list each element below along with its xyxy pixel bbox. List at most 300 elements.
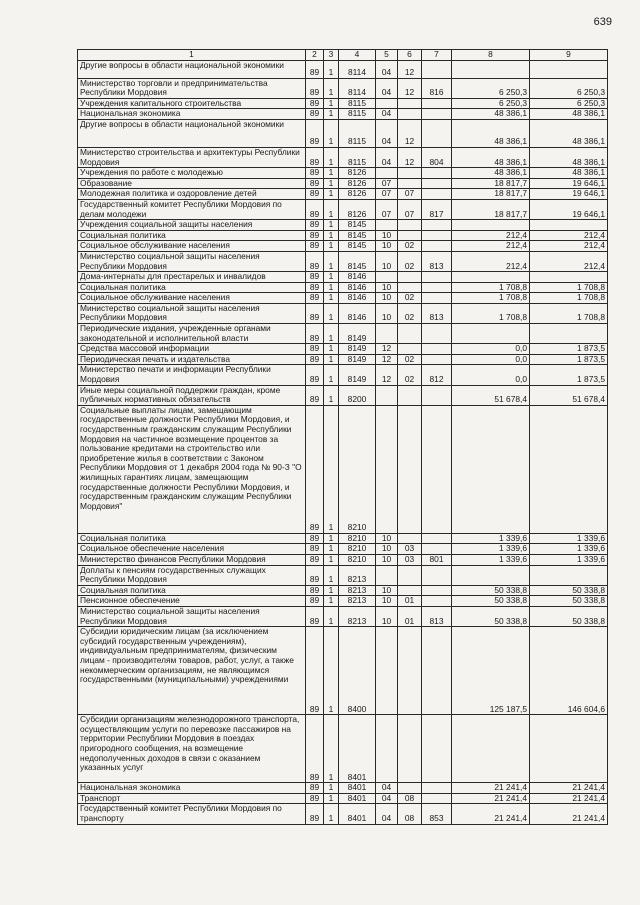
row-code-5 <box>376 405 398 533</box>
row-code-4: 8149 <box>339 344 376 355</box>
row-code-7 <box>422 544 452 555</box>
row-name: Министерство социальной защиты населения Республики Мордовия <box>78 251 306 271</box>
row-code-4: 8401 <box>339 783 376 794</box>
row-amount-8: 1 339,6 <box>452 544 530 555</box>
row-amount-9: 50 338,8 <box>530 585 608 596</box>
table-row <box>78 793 608 804</box>
row-name: Субсидии юридическим лицам (за исключением субсидий государственным учреждениям), индивидуальным предпринимателям, физическим лицам - производителям товаров, работ, услуг, а также некоммерческим организациям, не являющимся государственными (муниципальными) учреждениями <box>78 627 306 715</box>
row-amount-8: 51 678,4 <box>452 385 530 405</box>
row-code-2: 89 <box>306 354 324 365</box>
row-code-2: 89 <box>306 324 324 344</box>
row-code-4: 8401 <box>339 793 376 804</box>
row-amount-8 <box>452 565 530 585</box>
row-code-7 <box>422 98 452 109</box>
row-amount-9: 6 250,3 <box>530 98 608 109</box>
row-amount-9: 21 241,4 <box>530 804 608 824</box>
table-row <box>78 178 608 189</box>
row-code-5: 10 <box>376 293 398 304</box>
table-row <box>78 715 608 783</box>
row-amount-8: 0,0 <box>452 354 530 365</box>
row-amount-9: 48 386,1 <box>530 119 608 147</box>
header-col-7: 7 <box>422 50 452 61</box>
row-code-6: 02 <box>398 365 422 385</box>
row-amount-8: 212,4 <box>452 251 530 271</box>
row-name: Социальная политика <box>78 533 306 544</box>
row-code-2: 89 <box>306 189 324 200</box>
budget-table <box>77 49 608 825</box>
row-code-5 <box>376 565 398 585</box>
row-amount-8: 212,4 <box>452 230 530 241</box>
row-name: Транспорт <box>78 793 306 804</box>
row-code-6: 12 <box>398 78 422 98</box>
table-row <box>78 147 608 167</box>
row-amount-8: 21 241,4 <box>452 804 530 824</box>
table-row <box>78 293 608 304</box>
row-code-4: 8149 <box>339 365 376 385</box>
row-name: Периодическая печать и издательства <box>78 354 306 365</box>
row-amount-8: 18 817,7 <box>452 178 530 189</box>
row-name: Социальная политика <box>78 282 306 293</box>
row-name: Национальная экономика <box>78 783 306 794</box>
row-name: Периодические издания, учрежденные органами законодательной и исполнительной власти <box>78 324 306 344</box>
row-code-2: 89 <box>306 109 324 120</box>
row-code-5: 12 <box>376 365 398 385</box>
row-code-3: 1 <box>324 147 339 167</box>
row-code-5 <box>376 168 398 179</box>
row-code-2: 89 <box>306 282 324 293</box>
row-amount-9: 1 873,5 <box>530 354 608 365</box>
row-code-6: 12 <box>398 119 422 147</box>
row-code-3: 1 <box>324 78 339 98</box>
row-code-2: 89 <box>306 585 324 596</box>
row-code-3: 1 <box>324 715 339 783</box>
row-amount-8: 0,0 <box>452 344 530 355</box>
row-code-2: 89 <box>306 533 324 544</box>
row-code-7 <box>422 220 452 231</box>
row-code-6 <box>398 585 422 596</box>
row-code-6: 02 <box>398 354 422 365</box>
row-code-5: 04 <box>376 78 398 98</box>
row-code-7 <box>422 627 452 715</box>
row-code-2: 89 <box>306 199 324 219</box>
row-code-3: 1 <box>324 354 339 365</box>
row-code-6 <box>398 109 422 120</box>
table-row <box>78 282 608 293</box>
row-code-3: 1 <box>324 293 339 304</box>
row-code-4: 8149 <box>339 354 376 365</box>
table-row <box>78 230 608 241</box>
table-row <box>78 168 608 179</box>
row-amount-8 <box>452 715 530 783</box>
row-code-3: 1 <box>324 199 339 219</box>
row-code-2: 89 <box>306 565 324 585</box>
row-code-4: 8145 <box>339 251 376 271</box>
row-code-6: 07 <box>398 199 422 219</box>
row-code-7 <box>422 241 452 252</box>
row-code-6 <box>398 230 422 241</box>
row-code-6 <box>398 282 422 293</box>
row-code-6: 02 <box>398 293 422 304</box>
row-code-6: 02 <box>398 251 422 271</box>
row-code-5 <box>376 715 398 783</box>
table-row <box>78 365 608 385</box>
table-row <box>78 241 608 252</box>
row-amount-9: 1 873,5 <box>530 344 608 355</box>
row-code-7 <box>422 565 452 585</box>
table-row <box>78 199 608 219</box>
table-row <box>78 109 608 120</box>
row-code-2: 89 <box>306 168 324 179</box>
row-amount-9 <box>530 715 608 783</box>
row-code-7 <box>422 344 452 355</box>
row-code-5: 10 <box>376 230 398 241</box>
row-amount-8: 212,4 <box>452 241 530 252</box>
row-code-6 <box>398 627 422 715</box>
row-code-6: 08 <box>398 804 422 824</box>
row-amount-9: 21 241,4 <box>530 783 608 794</box>
row-code-6: 12 <box>398 60 422 78</box>
row-code-5: 07 <box>376 178 398 189</box>
row-amount-8: 1 708,8 <box>452 293 530 304</box>
row-code-7 <box>422 168 452 179</box>
row-code-7 <box>422 354 452 365</box>
row-name: Социальные выплаты лицам, замещающим государственные должности Республики Мордовия, и государственным гражданским служащим Республики Мордовия на частичное возмещение процентов за пользование кредитами на строительство или приобретение жилья в соответствии с Законом Республики Мордовия от 1 декабря 2004 года № 90-З "О жилищных гарантиях лицам, замещающим государственные должности Республики Мордовия, и государственным гражданским служащим Республики Мордовия" <box>78 405 306 533</box>
row-code-2: 89 <box>306 60 324 78</box>
table-row <box>78 783 608 794</box>
row-amount-8: 18 817,7 <box>452 189 530 200</box>
row-code-5: 10 <box>376 544 398 555</box>
row-code-2: 89 <box>306 220 324 231</box>
row-code-2: 89 <box>306 783 324 794</box>
row-name: Пенсионное обеспечение <box>78 596 306 607</box>
row-code-4: 8126 <box>339 168 376 179</box>
row-name: Учреждения социальной защиты населения <box>78 220 306 231</box>
row-code-2: 89 <box>306 627 324 715</box>
header-col-4: 4 <box>339 50 376 61</box>
row-code-7 <box>422 793 452 804</box>
header-col-9: 9 <box>530 50 608 61</box>
row-amount-8 <box>452 220 530 231</box>
row-code-3: 1 <box>324 178 339 189</box>
row-code-5: 04 <box>376 109 398 120</box>
row-amount-8: 50 338,8 <box>452 606 530 626</box>
row-code-4: 8126 <box>339 189 376 200</box>
row-amount-9: 19 646,1 <box>530 189 608 200</box>
table-row <box>78 189 608 200</box>
row-code-3: 1 <box>324 168 339 179</box>
row-name: Молодежная политика и оздоровление детей <box>78 189 306 200</box>
row-code-7 <box>422 178 452 189</box>
row-amount-9: 1 339,6 <box>530 555 608 566</box>
row-code-3: 1 <box>324 585 339 596</box>
row-code-2: 89 <box>306 293 324 304</box>
table-row <box>78 119 608 147</box>
row-code-6 <box>398 168 422 179</box>
row-amount-9 <box>530 324 608 344</box>
table-row <box>78 627 608 715</box>
row-code-6 <box>398 533 422 544</box>
row-amount-8: 21 241,4 <box>452 783 530 794</box>
row-code-4: 8115 <box>339 119 376 147</box>
row-code-5: 12 <box>376 344 398 355</box>
row-amount-8: 6 250,3 <box>452 78 530 98</box>
table-row <box>78 533 608 544</box>
row-code-4: 8210 <box>339 544 376 555</box>
row-code-3: 1 <box>324 251 339 271</box>
row-code-6 <box>398 98 422 109</box>
row-code-6: 01 <box>398 606 422 626</box>
row-code-3: 1 <box>324 555 339 566</box>
row-code-2: 89 <box>306 147 324 167</box>
row-code-2: 89 <box>306 251 324 271</box>
row-code-2: 89 <box>306 303 324 323</box>
row-code-4: 8213 <box>339 606 376 626</box>
table-row <box>78 272 608 283</box>
row-code-3: 1 <box>324 405 339 533</box>
row-name: Министерство социальной защиты населения Республики Мордовия <box>78 303 306 323</box>
row-code-3: 1 <box>324 60 339 78</box>
row-code-6: 08 <box>398 793 422 804</box>
row-code-6 <box>398 783 422 794</box>
row-code-3: 1 <box>324 272 339 283</box>
row-code-7: 813 <box>422 251 452 271</box>
row-code-6 <box>398 178 422 189</box>
row-amount-9: 1 708,8 <box>530 303 608 323</box>
row-code-5: 07 <box>376 189 398 200</box>
row-amount-9: 1 339,6 <box>530 544 608 555</box>
table-row <box>78 251 608 271</box>
row-code-4: 8400 <box>339 627 376 715</box>
row-code-7 <box>422 109 452 120</box>
row-name: Субсидии организациям железнодорожного транспорта, осуществляющим услуги по перевозке пассажиров на территории Республики Мордовия в поездах пригородного сообщения, на возмещение недополученных доходов в связи с оказанием указанных услуг <box>78 715 306 783</box>
row-amount-8: 48 386,1 <box>452 147 530 167</box>
row-code-5: 12 <box>376 354 398 365</box>
row-code-4: 8145 <box>339 230 376 241</box>
row-name: Другие вопросы в области национальной экономики <box>78 119 306 147</box>
row-code-4: 8210 <box>339 405 376 533</box>
row-code-2: 89 <box>306 344 324 355</box>
row-code-2: 89 <box>306 606 324 626</box>
row-code-7: 817 <box>422 199 452 219</box>
row-amount-8: 6 250,3 <box>452 98 530 109</box>
row-amount-9: 21 241,4 <box>530 793 608 804</box>
row-code-2: 89 <box>306 119 324 147</box>
row-amount-9 <box>530 220 608 231</box>
row-code-7 <box>422 119 452 147</box>
row-name: Другие вопросы в области национальной экономики <box>78 60 306 78</box>
row-code-7 <box>422 60 452 78</box>
row-code-2: 89 <box>306 544 324 555</box>
row-code-5: 04 <box>376 783 398 794</box>
row-amount-9 <box>530 405 608 533</box>
row-name: Социальная политика <box>78 585 306 596</box>
row-code-2: 89 <box>306 241 324 252</box>
row-amount-9: 1 708,8 <box>530 282 608 293</box>
row-code-3: 1 <box>324 544 339 555</box>
row-code-7: 812 <box>422 365 452 385</box>
row-code-6 <box>398 344 422 355</box>
row-code-3: 1 <box>324 804 339 824</box>
table-row <box>78 804 608 824</box>
row-code-7: 813 <box>422 606 452 626</box>
row-name: Образование <box>78 178 306 189</box>
row-code-4: 8114 <box>339 78 376 98</box>
table-row <box>78 606 608 626</box>
row-code-7: 853 <box>422 804 452 824</box>
row-code-6: 07 <box>398 189 422 200</box>
row-amount-8 <box>452 272 530 283</box>
row-code-3: 1 <box>324 324 339 344</box>
header-col-3: 3 <box>324 50 339 61</box>
row-code-7 <box>422 293 452 304</box>
row-code-6: 01 <box>398 596 422 607</box>
table-header-row <box>78 50 608 61</box>
row-code-5: 10 <box>376 282 398 293</box>
row-code-3: 1 <box>324 627 339 715</box>
row-code-5: 04 <box>376 60 398 78</box>
row-code-3: 1 <box>324 385 339 405</box>
table-row <box>78 220 608 231</box>
header-col-8: 8 <box>452 50 530 61</box>
header-col-5: 5 <box>376 50 398 61</box>
row-code-4: 8213 <box>339 596 376 607</box>
row-code-7 <box>422 385 452 405</box>
row-name: Министерство торговли и предпринимательства Республики Мордовия <box>78 78 306 98</box>
row-code-7: 801 <box>422 555 452 566</box>
row-code-4: 8114 <box>339 60 376 78</box>
page-number: 639 <box>593 16 612 28</box>
header-col-6: 6 <box>398 50 422 61</box>
row-amount-9: 1 339,6 <box>530 533 608 544</box>
row-code-5: 10 <box>376 596 398 607</box>
row-code-3: 1 <box>324 365 339 385</box>
table-row <box>78 354 608 365</box>
row-code-7 <box>422 282 452 293</box>
row-amount-8 <box>452 60 530 78</box>
row-code-7 <box>422 405 452 533</box>
row-name: Социальное обеспечение населения <box>78 544 306 555</box>
row-amount-8: 50 338,8 <box>452 585 530 596</box>
table-row <box>78 78 608 98</box>
row-name: Министерство социальной защиты населения Республики Мордовия <box>78 606 306 626</box>
row-code-6 <box>398 385 422 405</box>
row-amount-9: 146 604,6 <box>530 627 608 715</box>
row-code-5 <box>376 324 398 344</box>
row-code-4: 8401 <box>339 804 376 824</box>
row-code-6 <box>398 565 422 585</box>
row-code-2: 89 <box>306 793 324 804</box>
row-name: Государственный комитет Республики Мордовия по делам молодежи <box>78 199 306 219</box>
header-col-2: 2 <box>306 50 324 61</box>
table-row <box>78 60 608 78</box>
row-amount-9: 1 708,8 <box>530 293 608 304</box>
row-code-7: 804 <box>422 147 452 167</box>
row-code-4: 8149 <box>339 324 376 344</box>
row-code-2: 89 <box>306 804 324 824</box>
table-row <box>78 385 608 405</box>
row-code-2: 89 <box>306 78 324 98</box>
row-name: Иные меры социальной поддержки граждан, кроме публичных нормативных обязательств <box>78 385 306 405</box>
row-code-2: 89 <box>306 555 324 566</box>
row-amount-8: 21 241,4 <box>452 793 530 804</box>
row-code-3: 1 <box>324 606 339 626</box>
row-code-6: 03 <box>398 555 422 566</box>
row-code-3: 1 <box>324 230 339 241</box>
row-amount-9: 212,4 <box>530 251 608 271</box>
row-code-5: 04 <box>376 119 398 147</box>
row-code-4: 8146 <box>339 282 376 293</box>
row-code-5: 04 <box>376 793 398 804</box>
table-row <box>78 596 608 607</box>
row-code-5 <box>376 385 398 405</box>
row-code-4: 8146 <box>339 272 376 283</box>
row-amount-8 <box>452 324 530 344</box>
row-amount-9: 1 873,5 <box>530 365 608 385</box>
row-code-7 <box>422 272 452 283</box>
table-row <box>78 303 608 323</box>
row-code-6 <box>398 220 422 231</box>
row-amount-8: 48 386,1 <box>452 119 530 147</box>
row-code-6 <box>398 405 422 533</box>
row-code-2: 89 <box>306 596 324 607</box>
row-code-6: 02 <box>398 303 422 323</box>
header-col-1: 1 <box>78 50 306 61</box>
row-amount-8: 50 338,8 <box>452 596 530 607</box>
row-code-2: 89 <box>306 715 324 783</box>
row-code-2: 89 <box>306 230 324 241</box>
row-amount-9: 48 386,1 <box>530 168 608 179</box>
row-amount-9: 19 646,1 <box>530 178 608 189</box>
row-code-3: 1 <box>324 109 339 120</box>
row-code-5 <box>376 272 398 283</box>
row-amount-8: 125 187,5 <box>452 627 530 715</box>
row-amount-9: 51 678,4 <box>530 385 608 405</box>
row-code-4: 8115 <box>339 98 376 109</box>
row-code-4: 8115 <box>339 147 376 167</box>
row-code-3: 1 <box>324 220 339 231</box>
row-code-3: 1 <box>324 783 339 794</box>
row-amount-8: 1 708,8 <box>452 282 530 293</box>
row-code-4: 8115 <box>339 109 376 120</box>
row-amount-9: 48 386,1 <box>530 147 608 167</box>
row-amount-8: 0,0 <box>452 365 530 385</box>
table-body <box>78 60 608 824</box>
row-code-7: 816 <box>422 78 452 98</box>
row-code-3: 1 <box>324 241 339 252</box>
row-name: Дома-интернаты для престарелых и инвалидов <box>78 272 306 283</box>
row-amount-9: 50 338,8 <box>530 606 608 626</box>
row-code-5: 07 <box>376 199 398 219</box>
table-row <box>78 324 608 344</box>
row-name: Национальная экономика <box>78 109 306 120</box>
row-amount-9: 48 386,1 <box>530 109 608 120</box>
row-name: Учреждения капитального строительства <box>78 98 306 109</box>
row-code-5: 10 <box>376 555 398 566</box>
row-code-7 <box>422 533 452 544</box>
row-code-4: 8213 <box>339 585 376 596</box>
row-name: Средства массовой информации <box>78 344 306 355</box>
row-name: Учреждения по работе с молодежью <box>78 168 306 179</box>
row-code-2: 89 <box>306 365 324 385</box>
row-amount-9 <box>530 272 608 283</box>
row-code-4: 8146 <box>339 293 376 304</box>
row-code-3: 1 <box>324 793 339 804</box>
row-code-5: 10 <box>376 241 398 252</box>
row-code-4: 8145 <box>339 220 376 231</box>
budget-table-container <box>77 49 607 825</box>
row-code-3: 1 <box>324 98 339 109</box>
row-amount-8: 1 708,8 <box>452 303 530 323</box>
